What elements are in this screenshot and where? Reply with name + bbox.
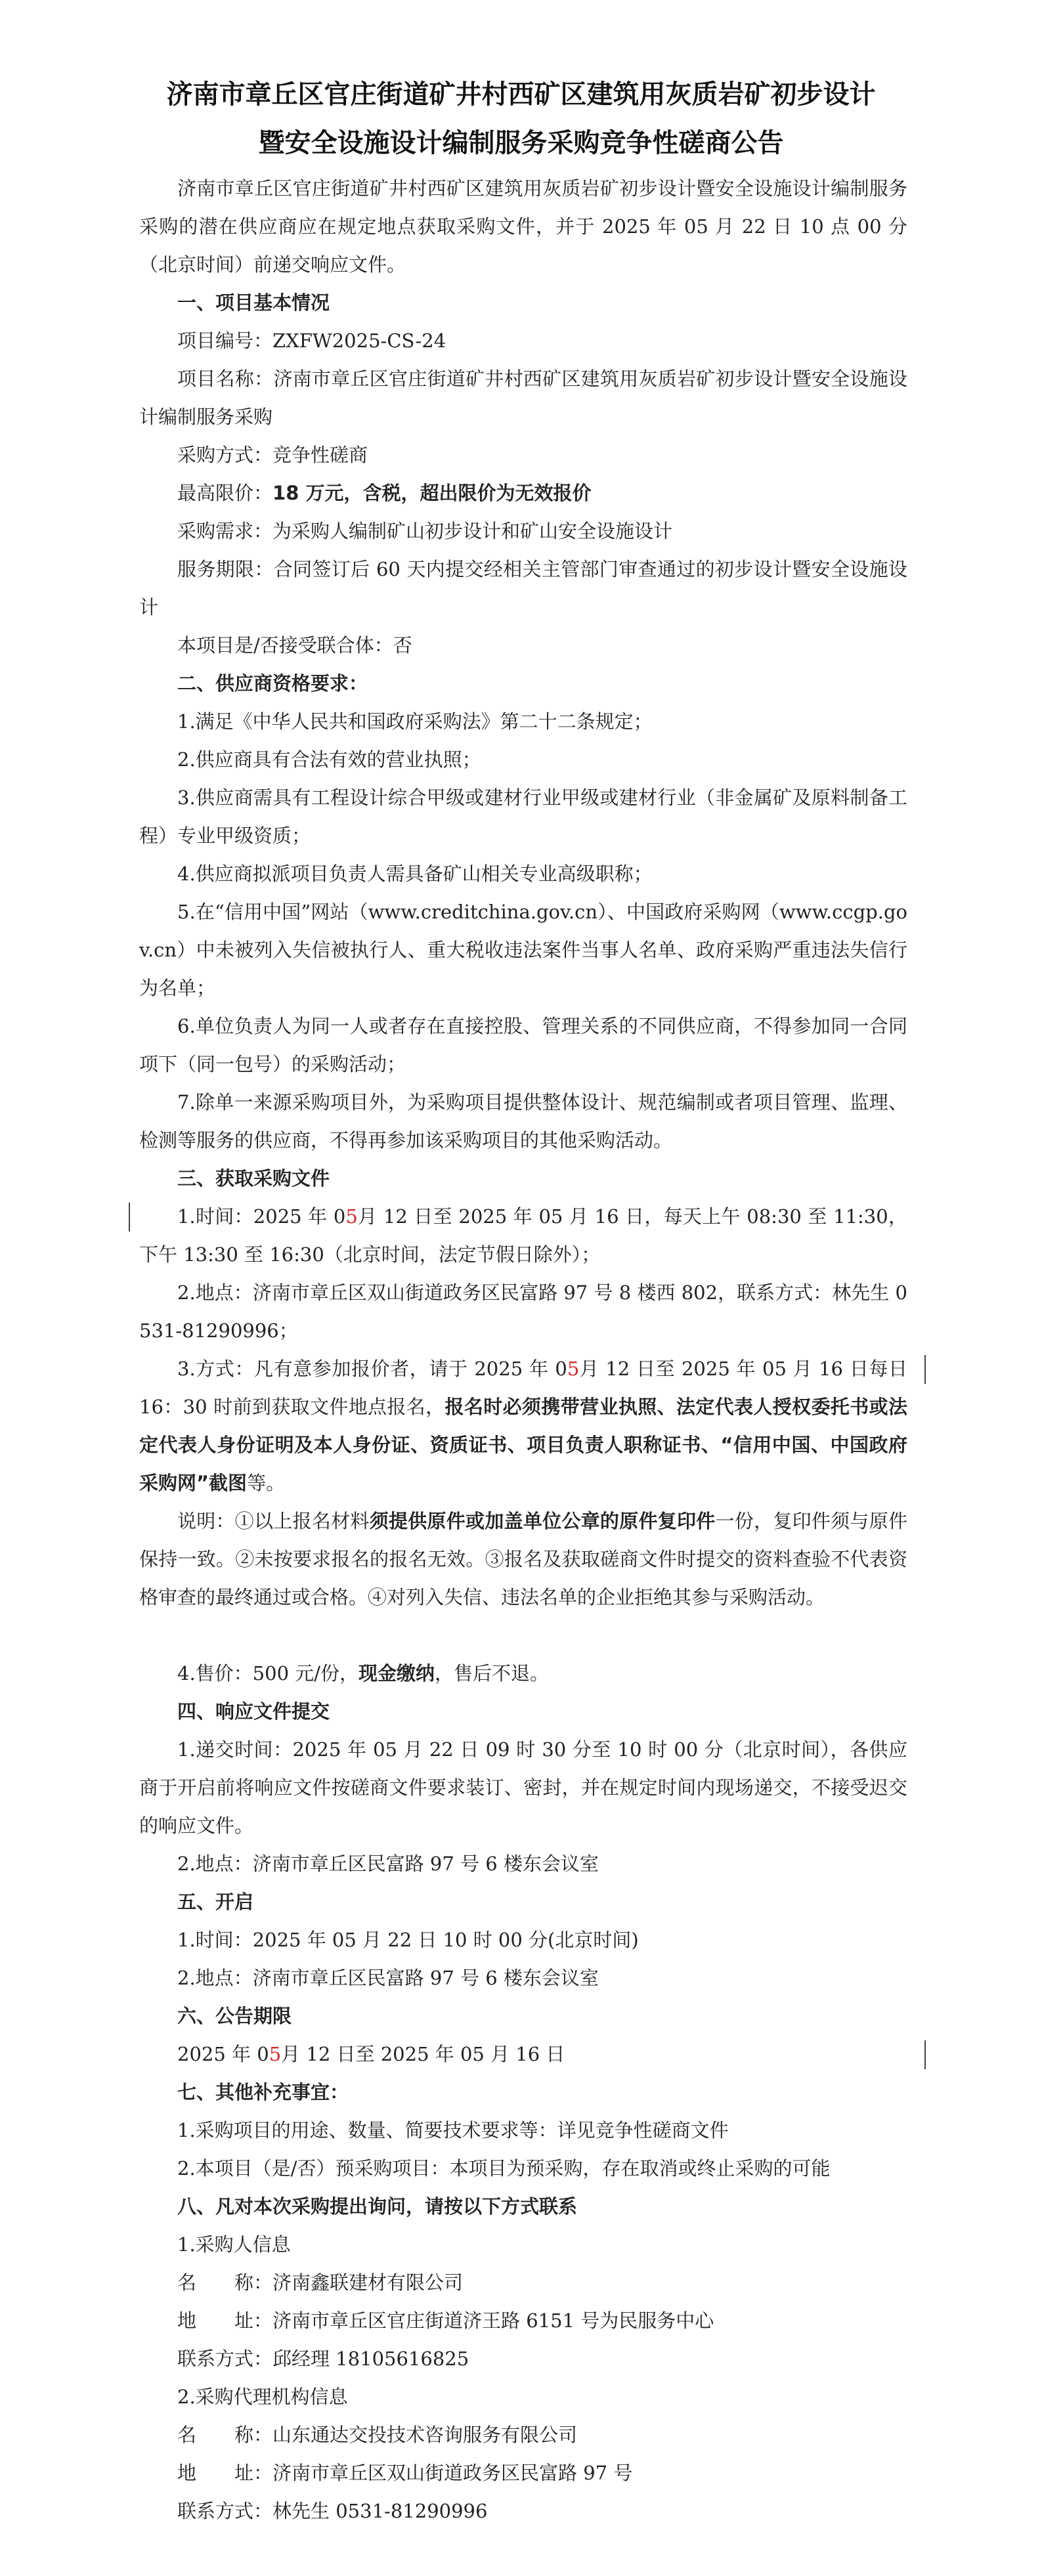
notes-emphasis: 须提供原件或加盖单位公章的原件复印件 [369, 1510, 716, 1532]
acquisition-method-part-3: 等。 [247, 1472, 286, 1494]
acquisition-time-part-2: 月 12 日至 2025 年 05 月 16 日，每天上午 08:30 至 11:30，下午 13:30 至 16:30（北京时间，法定节假日除外）； [139, 1205, 907, 1266]
address-label: 地 址： [177, 2309, 273, 2332]
buyer-name-row [177, 2264, 463, 2302]
buyer-address: 济南市章丘区官庄街道济王路 6151 号为民服务中心 [272, 2309, 714, 2332]
section-2-heading: 二、供应商资格要求： [177, 672, 368, 695]
contact-label: 联系方式： [177, 2348, 273, 2370]
procurement-demand: 采购需求：为采购人编制矿山初步设计和矿山安全设施设计 [177, 520, 673, 542]
qualification-3: 3.供应商需具有工程设计综合甲级或建材行业甲级或建材行业（非金属矿及原料制备工程）专业甲级资质； [139, 786, 907, 847]
agent-address: 济南市章丘区双山街道政务区民富路 97 号 [272, 2462, 633, 2484]
acquisition-method [139, 1350, 907, 1502]
qualification-2: 2.供应商具有合法有效的营业执照； [177, 748, 481, 771]
max-price-value: 18 万元，含税，超出限价为无效报价 [272, 482, 592, 504]
acquisition-time-month-digit: 5 [345, 1205, 358, 1228]
procurement-method: 采购方式：竞争性磋商 [177, 444, 368, 466]
opening-time: 1.时间：2025 年 05 月 22 日 10 时 00 分(北京时间) [177, 1929, 639, 1951]
section-1-heading: 一、项目基本情况 [177, 291, 330, 314]
agent-contact: 林先生 0531-81290996 [272, 2500, 488, 2522]
submission-place: 2.地点：济南市章丘区民富路 97 号 6 楼东会议室 [177, 1853, 599, 1875]
section-7-heading: 七、其他补充事宜： [177, 2081, 349, 2103]
agent-name: 山东通达交投技术咨询服务有限公司 [272, 2424, 578, 2446]
page-title-line-2: 暨安全设施设计编制服务采购竞争性磋商公告 [258, 128, 784, 158]
buyer-address-row [177, 2302, 714, 2340]
page-title-line-1: 济南市章丘区官庄街道矿井村西矿区建筑用灰质岩矿初步设计 [166, 79, 876, 110]
notice-period-part-2: 月 12 日至 2025 年 05 月 16 日 [281, 2043, 565, 2065]
notice-period [177, 2035, 565, 2073]
supplement-1: 1.采购项目的用途、数量、简要技术要求等：详见竞争性磋商文件 [177, 2119, 729, 2141]
section-5-heading: 五、开启 [177, 1891, 254, 1913]
notice-period-part-1: 2025 年 0 [177, 2043, 269, 2065]
supplement-2: 2.本项目（是/否）预采购项目：本项目为预采购，存在取消或终止采购的可能 [177, 2157, 831, 2179]
buyer-name: 济南鑫联建材有限公司 [272, 2271, 464, 2294]
acquisition-time [139, 1197, 907, 1274]
intro-paragraph: 济南市章丘区官庄街道矿井村西矿区建筑用灰质岩矿初步设计暨安全设施设计编制服务采购的潜在供应商应在规定地点获取采购文件，并于 2025 年 05 月 22 日 10 点 00 分（北京时间）前递交响应文件。 [139, 177, 907, 276]
agent-name-row [177, 2416, 577, 2454]
acquisition-method-part-1: 3.方式：凡有意参加报价者，请于 2025 年 0 [177, 1358, 567, 1380]
qualification-5: 5.在“信用中国”网站（www.creditchina.gov.cn）、中国政府采购网（www.ccgp.gov.cn）中未被列入失信被执行人、重大税收违法案件当事人名单、政府采购严重违法失信行为名单； [139, 901, 907, 999]
section-6-heading: 六、公告期限 [177, 2005, 292, 2027]
buyer-info-title: 1.采购人信息 [177, 2233, 291, 2256]
acquisition-notes [139, 1502, 907, 1616]
fee-part-2: ，售后不退。 [435, 1662, 550, 1685]
opening-place: 2.地点：济南市章丘区民富路 97 号 6 楼东会议室 [177, 1967, 599, 1989]
name-label: 名 称： [177, 2424, 273, 2446]
section-4-heading: 四、响应文件提交 [177, 1700, 330, 1723]
project-name: 项目名称：济南市章丘区官庄街道矿井村西矿区建筑用灰质岩矿初步设计暨安全设施设计编制服务采购 [139, 368, 907, 428]
revision-marker [924, 1355, 926, 1384]
notice-period-month-digit: 5 [269, 2043, 282, 2065]
max-price-label: 最高限价： [177, 482, 273, 504]
contact-label: 联系方式： [177, 2500, 273, 2522]
section-8-heading: 八、凡对本次采购提出询问，请按以下方式联系 [177, 2195, 578, 2218]
revision-marker [924, 2040, 926, 2069]
notes-part-1: 说明：①以上报名材料 [177, 1510, 370, 1532]
agent-address-row [177, 2454, 632, 2492]
buyer-contact-row [177, 2340, 469, 2378]
qualification-1: 1.满足《中华人民共和国政府采购法》第二十二条规定； [177, 710, 653, 733]
document-fee [177, 1654, 549, 1692]
acquisition-method-part-2: 月 12 日至 2025 年 05 月 16 日每日 16：30 时前到获取文件地点报名， [139, 1358, 907, 1418]
buyer-contact: 邱经理 18105616825 [272, 2348, 469, 2370]
qualification-7: 7.除单一来源采购项目外，为采购项目提供整体设计、规范编制或者项目管理、监理、检测等服务的供应商，不得再参加该采购项目的其他采购活动。 [139, 1091, 907, 1151]
acquisition-place: 2.地点：济南市章丘区双山街道政务区民富路 97 号 8 楼西 802，联系方式：林先生 0531-81290996； [139, 1281, 907, 1342]
notes-part-2: 一份，复印件须与原件保持一致。②未按要求报名的报名无效。③报名及获取磋商文件时提交的资料查验不代表资格审查的最终通过或合格。④对列入失信、违法名单的企业拒绝其参与采购活动。 [139, 1510, 907, 1608]
agent-info-title: 2.采购代理机构信息 [177, 2386, 348, 2408]
fee-cash: 现金缴纳 [358, 1662, 435, 1685]
qualification-4: 4.供应商拟派项目负责人需具备矿山相关专业高级职称； [177, 863, 653, 885]
service-period: 服务期限：合同签订后 60 天内提交经相关主管部门审查通过的初步设计暨安全设施设计 [139, 558, 907, 618]
agent-contact-row [177, 2492, 487, 2530]
qualification-6: 6.单位负责人为同一人或者存在直接控股、管理关系的不同供应商，不得参加同一合同项下（同一包号）的采购活动； [139, 1015, 907, 1075]
consortium-note: 本项目是/否接受联合体：否 [177, 634, 412, 656]
name-label: 名 称： [177, 2271, 273, 2294]
submission-time: 1.递交时间：2025 年 05 月 22 日 09 时 30 分至 10 时 00 分（北京时间），各供应商于开启前将响应文件按磋商文件要求装订、密封，并在规定时间内现场递交，不接受迟交的响应文件。 [139, 1738, 907, 1837]
acquisition-method-required-docs: 报名时必须携带营业执照、法定代表人授权委托书或法定代表人身份证明及本人身份证、资质证书、项目负责人职称证书、“信用中国、中国政府采购网”截图 [139, 1396, 907, 1494]
acquisition-time-part-1: 1.时间：2025 年 0 [177, 1205, 346, 1228]
project-number: 项目编号：ZXFW2025-CS-24 [177, 330, 446, 352]
fee-part-1: 4.售价：500 元/份， [177, 1662, 359, 1685]
max-price-line [177, 474, 591, 512]
section-3-heading: 三、获取采购文件 [177, 1167, 330, 1190]
acquisition-method-month-digit: 5 [567, 1358, 580, 1380]
revision-marker [129, 1203, 130, 1232]
address-label: 地 址： [177, 2462, 273, 2484]
